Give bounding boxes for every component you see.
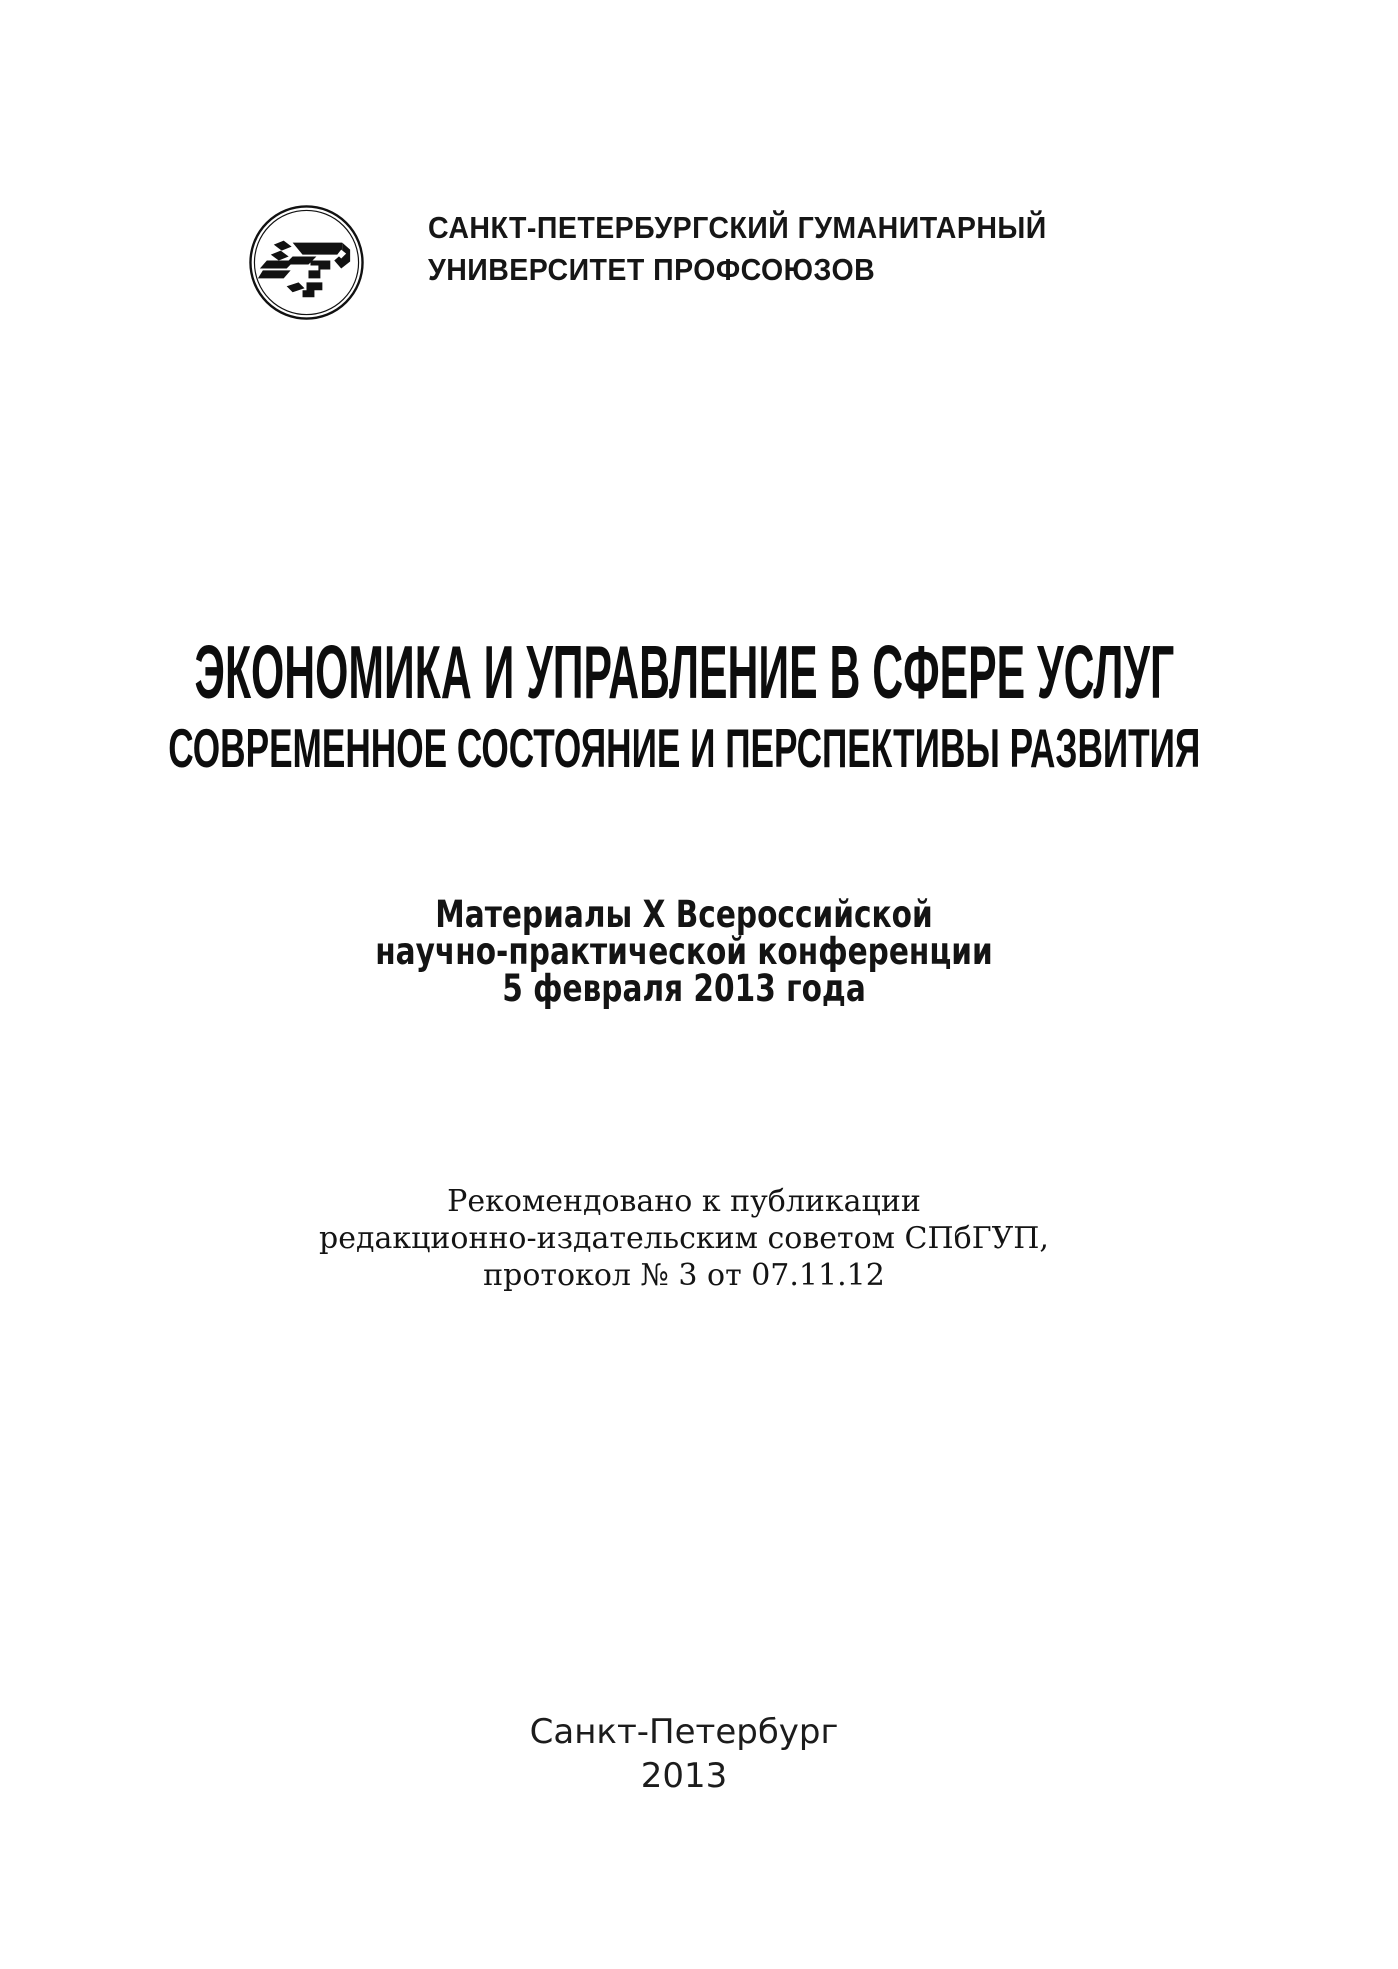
university-name-line1: САНКТ-ПЕТЕРБУРГСКИЙ ГУМАНИТАРНЫЙ [428, 210, 1047, 245]
book-title [0, 630, 1368, 714]
imprint-city: Санкт-Петербург [529, 1712, 839, 1752]
imprint [0, 1710, 1368, 1798]
book-subtitle-text: СОВРЕМЕННОЕ СОСТОЯНИЕ И ПЕРСПЕКТИВЫ РАЗВИТИЯ [167, 717, 1201, 779]
university-name [428, 207, 1047, 291]
university-emblem-icon [247, 203, 366, 322]
approval-note-line3: протокол № 3 от 07.11.12 [483, 1258, 885, 1293]
book-title-text: ЭКОНОМИКА И УПРАВЛЕНИЕ В СФЕРЕ УСЛУГ [194, 630, 1174, 714]
conference-info-line3: 5 февраля 2013 года [502, 967, 866, 1010]
approval-note [0, 1183, 1368, 1294]
approval-note-line1: Рекомендовано к публикации [447, 1184, 921, 1219]
imprint-year: 2013 [640, 1756, 728, 1796]
conference-info [137, 893, 1231, 1010]
approval-note-line2: редакционно-издательским советом СПбГУП, [319, 1221, 1049, 1256]
university-name-line2: УНИВЕРСИТЕТ ПРОФСОЮЗОВ [428, 252, 876, 287]
book-subtitle [0, 717, 1368, 779]
conference-info-line2: научно-практической конференции [375, 930, 993, 973]
conference-info-line1: Материалы X Всероссийской [435, 893, 933, 936]
